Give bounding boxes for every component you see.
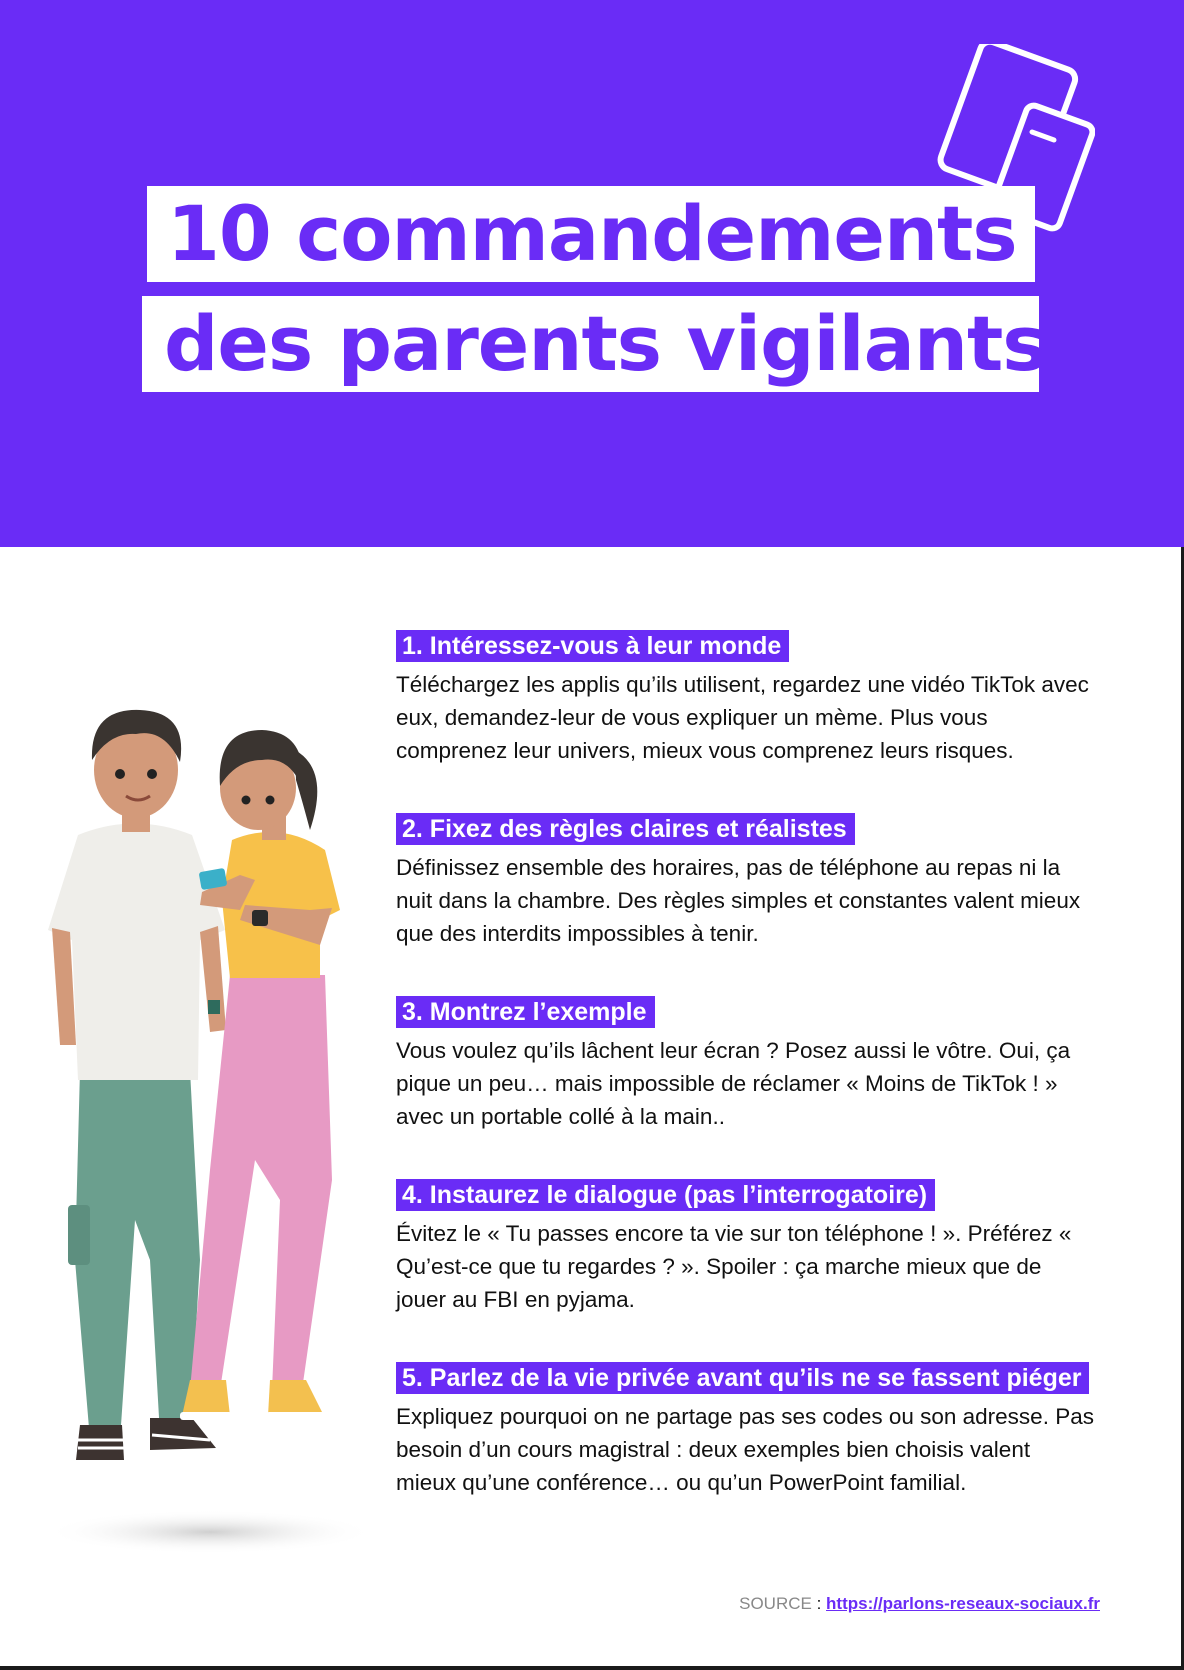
page-edge-bottom bbox=[0, 1666, 1184, 1670]
item-text: Évitez le « Tu passes encore ta vie sur ton téléphone ! ». Préférez « Qu’est-ce que tu regardes ? ». Spoiler : ça marche mieux que de jouer au FBI en pyjama. bbox=[396, 1221, 1072, 1312]
item-title: 2. Fixez des règles claires et réalistes bbox=[396, 813, 855, 845]
item-text: Vous voulez qu’ils lâchent leur écran ? Posez aussi le vôtre. Oui, ça pique un peu… mais impossible de réclamer « Moins de TikTok ! » avec un portable collé à la main.. bbox=[396, 1038, 1071, 1129]
item-text: Définissez ensemble des horaires, pas de téléphone au repas ni la nuit dans la chambre. Des règles simples et constantes valent mieux que des interdits impossibles à tenir. bbox=[396, 855, 1081, 946]
page-title-line-2: des parents vigilants bbox=[142, 296, 1039, 392]
source-link[interactable]: https://parlons-reseaux-sociaux.fr bbox=[826, 1594, 1100, 1613]
item-text: Expliquez pourquoi on ne partage pas ses codes ou son adresse. Pas besoin d’un cours magistral : deux exemples bien choisis valent mieux qu’une conférence… ou qu’un PowerPoint familial. bbox=[396, 1404, 1094, 1495]
commandments-list bbox=[396, 626, 1096, 1541]
woman-figure bbox=[180, 730, 340, 1420]
item-title: 5. Parlez de la vie privée avant qu’ils ne se fassent piéger bbox=[396, 1362, 1089, 1394]
item-title: 1. Intéressez-vous à leur monde bbox=[396, 630, 789, 662]
source-credit bbox=[739, 1594, 1100, 1614]
list-item bbox=[396, 809, 1096, 950]
list-item bbox=[396, 992, 1096, 1133]
item-title: 3. Montrez l’exemple bbox=[396, 996, 655, 1028]
item-text: Téléchargez les applis qu’ils utilisent, regardez une vidéo TikTok avec eux, demandez-leur de vous expliquer un mème. Plus vous comprenez leur univers, mieux vous comprenez leurs risques. bbox=[396, 672, 1089, 763]
header-banner bbox=[0, 0, 1184, 547]
list-item bbox=[396, 1358, 1096, 1499]
list-item bbox=[396, 626, 1096, 767]
page-title-line-1: 10 commandements bbox=[147, 186, 1035, 282]
source-separator: : bbox=[811, 1594, 827, 1613]
list-item bbox=[396, 1175, 1096, 1316]
item-title: 4. Instaurez le dialogue (pas l’interrogatoire) bbox=[396, 1179, 935, 1211]
couple-with-phone-illustration bbox=[40, 700, 380, 1560]
source-label: SOURCE bbox=[739, 1594, 812, 1613]
